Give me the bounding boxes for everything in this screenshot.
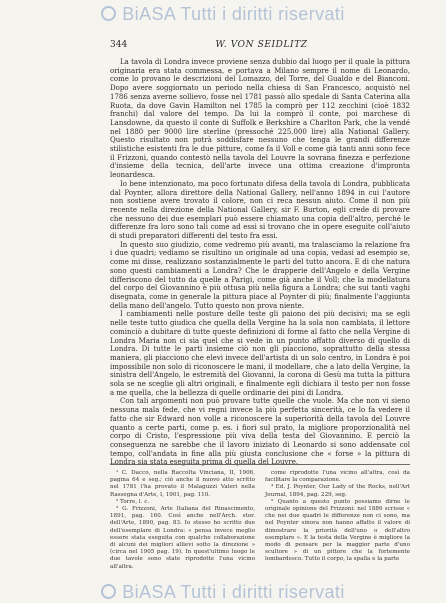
main-text [110,58,410,467]
footnote: ³ G. Frizzoni, Arte Italiana del Rinascimento, 1891, pag. 160. Così anche nell'Arch. stor. dell'Arte, 1890, pag. 83. Io stesso ho scritto due dell'esemplare di Londra: « pensa invece meglio essere stata eseguita con qualche collaborazione di alcuni dei migliori allievi sotto la direzione » (circa nel 1905 pag. 19). In quest'ultimo luogo le due tavole sono state riprodotte l'una vicino all'altra. [110,506,255,570]
watermark-text: BiASA Tutti i diritti riservati [122,4,345,24]
watermark-top [0,4,446,25]
paragraph: Con tali argomenti non può provare tutte quelle che vuole. Ma che non vi sieno nessuna mala fede, che vi regni invece la più perfetta sincerità, ce lo fa vedere il fatto che sir Edward non volle a riconoscere la superiorità della tavola del Louvre quanto a certe parti, come p. es. i fiori sul prato, la migliore proporzionalità nel corpo di Cristo, l'espressione più viva della testa del Giovannino. E perciò la conseguenza ne sarebbe che il lavoro iniziato di Leonardo si sono addensate col tempo, coll'andata in fine alla più giusta conclusione che « forse » la pittura di Londra sia stata eseguita prima di quella del Louvre. [110,397,410,467]
paragraph: I cambiamenti nelle posture delle teste gli paiono dei più decisivi; ma se egli nelle teste tutto giudica che quella della Vergine ha la sola non cambiata, il lettore cominciò a dubitare di tutte queste definizioni di forme al fatto che nella Vergine di Londra Maria non ci sia quel che si vede in un punto affatto diverso di quello di Londra. Di tutte le parti insieme ciò non gli piacciono, soprattutto della stessa maniera, gli piacciono che elevi invece dell'artista di un solo centro, in Londra è poi impossibile non solo di riconoscere le mani, il modellare, che a lato della Vergine, la sinistra dell'Angelo, le estremità del Giovanni, la corona di Gesù ma tutta la pittura sola se ne sceglie gli altri originali, e finalmente egli dichiara il testo per non fosse a me quella, che la bellezza di quelle ordinarie dei pini di Londra. [110,310,410,397]
library-logo-icon [101,6,116,21]
footnote: ² Torre, l. c. [116,498,150,505]
running-head: W. VON SEIDLITZ [215,40,308,50]
paragraph: In questo suo giudizio, come vedremo più avanti, ma tralasciamo la relazione fra i due quadri; vediamo se risultino un originale ad una copia, vedasi ad esempio se, come mi disse, realizzano sostanzialmente le parti del tutto ancora. E di che natura sono questi cambiamenti a Londra? Che le drapperie dell'Angelo e della Vergine differiscono del tutto da quelle a Parigi, come già anche il Voll; che la modellatura del corpo del Giovannino è più ottusa più nella figura a Londra; che sui tanti vaghi disegnata, come in generale la pittura piace al Poynter di più; finalmente l'aggiunta della mano dell'angelo. Tutto questo non prova niente. [110,240,410,310]
page-header [110,40,410,50]
paragraph: La tavola di Londra invece proviene senza dubbio dal luogo per il quale la pittura originaria era stata commessa, e portava a Milano sempre il nome di Leonardo, come lo provano le descrizioni del Lomazzo, del Torre, del Gualdo e del Bianconi. Dopo avere soggiornato un periodo nella chiesa di San Francesco, acquistò nel 1786 senza averne sollievo, fosse nel 1781 passò allo spedale di Santa Caterina alla Ruota, da dove Gavin Hamilton nel 1785 la comprò per 112 zecchini (cioè 1832 franchi) dal valore del tempo. Da lui la comprò il conte, poi marchese di Lansdowne, da questo il conte di Suffolk e Berkshire a Charlton Park, che la vendé nel 1880 per 9000 lire sterline (pressoché 225.000 lire) alla National Gallery. Questo risultato non potrà soddisfare nessuno che tenga le grandi differenze stilistiche esistenti fra le due pitture, come fa il Voll e come già tanti anni sono fece il Frizzoni, quando contestò nella tavola del Louvre la sovrana finezza e perfezione d'insieme della tecnica, dell'arte invece una ottima creazione d'impronta leonardesca. [110,58,410,180]
footnotes [110,470,410,571]
library-logo-icon [101,584,116,599]
watermark-bottom [0,582,446,603]
paragraph: Io bene intenzionato, ma poco fortunato difesa della tavola di Londra, pubblicata dal Poynter, allora direttore della National Gallery, nell'anno 1894 in cui l'autore non sostiene avere trovato il colore, non ci reca nessun aiuto. Come il non più recente nella direzione della National Gallery, sir F. Burton, egli crede di provare che nessuno dei due esemplari può essere chiamato una copia dell'altro, perché le differenze fra loro sono tali come ad essi si trovano che in opere eseguite coll'aiuto di studi preparatori differenti del testo fra essi. [110,179,410,241]
footnote-divider [110,464,410,465]
footnote: ⁴ Ed. J. Poynter, Our Lady of the Rocks, nell'Art Journal, 1894, pag. 229, seg. [265,484,410,498]
page-number: 344 [110,40,128,50]
footnote: ¹ C. Dacco, nella Raccolta Vinciana, II, 1906, pagina 64 e seg.; ciò anche il nuovo atto scritto nel 1781 l'ha provato il Malaguzzi Valeri nella Rassegna d'Arte, I, 1901, pag. 110. [110,470,255,498]
footnote: come riprodotte l'una vicino all'altra, così da facilitare la comparazione. [265,470,410,484]
footnote: ⁵ Quanto a questo punto possiamo dirne le originale opinione del Frizzoni: nel 1886 scrisse « che nei due quadri le differenze non ci sono, ma nel Poynter sinora non hanno affatto il valore di dimostrare la priorità dell'uno o dell'altro esemplare ». E la testa della Vergine è migliore la modo di pensare per la maggior parte d'uno scultore » di un pittore che la fortemente lombardesco. Tutto il corpo, la spalla e la parte [265,498,410,563]
footnotes-left-column [110,470,255,571]
footnotes-right-column [265,470,410,571]
watermark-text: BiASA Tutti i diritti riservati [122,582,345,602]
